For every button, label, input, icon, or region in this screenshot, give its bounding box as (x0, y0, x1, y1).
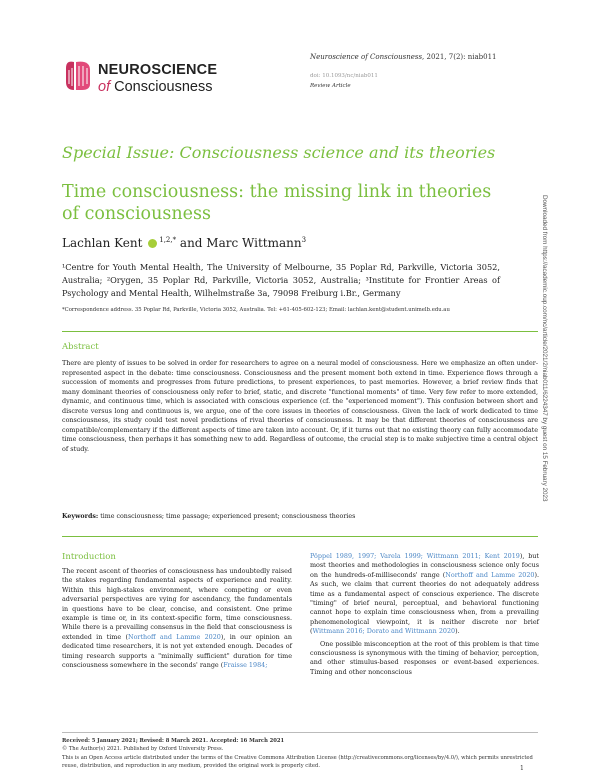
citation-link[interactable]: Wittmann 2016; Dorato and Wittmann 2020 (312, 627, 456, 636)
received-dates: Received: 5 January 2021; Revised: 8 March 2021. Accepted: 16 March 2021 (62, 738, 285, 744)
logo-of: of (98, 79, 111, 95)
journal-name: Neuroscience of Consciousness (310, 53, 423, 61)
author-1-affil: 1,2,* (159, 236, 177, 244)
license: This is an Open Access article distributed under the terms of the Creative Commons Attribution License (http://creativecommons.org/licenses/by/4.0/), which permits unrestricted reuse, distribution, and reproduction in any medium, provided the original work is properly cited. (62, 754, 533, 770)
footer (62, 737, 538, 771)
affiliations: ¹Centre for Youth Mental Health, The University of Melbourne, 35 Poplar Rd, Parkville, Victoria 3052, Australia; ²Orygen, 35 Poplar Rd, Parkville, Victoria 3052, Australia; ³Institute for Frontier Areas of Psychology and Mental Health, Wilhelmstraße 3a, 79098 Freiburg i.Br., Germany (62, 262, 500, 298)
special-issue-heading: Special Issue: Consciousness science and its theories (62, 143, 496, 162)
journal-ref: , 2021, 7(2): niab011 (422, 53, 497, 61)
body-column-left (62, 567, 292, 670)
author-1[interactable]: Lachlan Kent (62, 236, 143, 250)
keywords-text: time consciousness; time passage; experienced present; consciousness theories (98, 513, 356, 520)
doi-link[interactable]: doi: 10.1093/nc/niab011 (310, 73, 378, 79)
paragraph (310, 552, 539, 637)
copyright: © The Author(s) 2021. Published by Oxford University Press. (62, 746, 224, 753)
article-title: Time consciousness: the missing link in theories of consciousness (62, 182, 492, 224)
paragraph (62, 567, 292, 670)
orcid-icon[interactable] (148, 239, 157, 248)
journal-citation (310, 53, 496, 61)
keywords (62, 513, 538, 520)
divider (62, 331, 538, 332)
article-type: Review Article (310, 83, 351, 89)
journal-logo-icon (62, 58, 94, 92)
page-number: 1 (520, 765, 524, 772)
logo-consciousness: Consciousness (114, 79, 213, 95)
introduction-heading: Introduction (62, 552, 116, 562)
abstract-text: There are plenty of issues to be solved in order for researchers to agree on a neural model of consciousness. Here we emphasize an often under-represented aspect in the debate: time consciousness. Consciousness and the present moment both extend in time. Experience flows through a succession of moments and progresses from future predictions, to present experiences, to past memories. However, a brief review finds that many dominant theories of consciousness only refer to brief, static, and discrete "functional moments" of time. Very few refer to more extended, dynamic, and continuous time, which is associated with conscious experience (cf. the "experienced moment"). This confusion between short and discrete versus long and continuous is, we argue, one of the core issues in theories of consciousness. Given the lack of work dedicated to time consciousness, its study could test novel predictions of rival theories of consciousness. It may be that different theories of consciousness are compatible/complementary if the different aspects of time are taken into account. Or, if it turns out that no existing theory can fully accommodate time consciousness, then perhaps it has something new to add. Regardless of outcome, the crucial step is to make subjective time a central object of study. (62, 359, 538, 453)
body-text: ), in our opinion an dedicated time researchers, it is not yet extended enough. Decades of timing research supports a "minimally sufficient" duration for time consciousness somewhere in the seconds' range ( (62, 632, 292, 670)
paragraph: One possible misconception at the root of this problem is that time consciousness is synonymous with the timing of behavior, perception, and other stimulus-based responses or event-based experiences. Timing and other nonconscious (310, 639, 539, 676)
citation-link[interactable]: Pöppel 1989, 1997; Varela 1999; Wittmann 2011; Kent 2019 (310, 552, 520, 560)
correspondence: *Correspondence address. 35 Poplar Rd, Parkville, Victoria 3052, Australia. Tel: +61-405-602-123; Email: lachlan.kent@student.unimelb.edu.au (62, 307, 450, 313)
body-column-right (310, 552, 539, 677)
citation-link[interactable]: Northoff and Lamme 2020 (127, 632, 221, 641)
keywords-label: Keywords: (62, 513, 99, 520)
download-watermark: Downloaded from https://academic.oup.com/nc/article/2021/2/niab011/6224347 by guest on 15 February 2023 (541, 195, 548, 502)
body-text: ). (455, 627, 460, 636)
body-text: ). As such, we claim that current theories do not adequately address time as a fundamental aspect of conscious experience. The discrete "timing" of brief neural, perceptual, and behavioral functioning cannot hope to explain time consciousness when, from a prevailing phenomenological viewpoint, it is neither discrete nor brief ( (310, 570, 539, 636)
logo-title-line1: NEUROSCIENCE (98, 62, 218, 78)
abstract-heading: Abstract (62, 342, 99, 352)
citation-link[interactable]: Northoff and Lamme 2020 (445, 570, 535, 579)
footer-divider (62, 732, 538, 733)
citation-link[interactable]: Fraisse 1984; (223, 661, 268, 670)
body-text: ), but most theories and methodologies in consciousness science only focus on the hundreds-of-milliseconds' range ( (310, 552, 539, 579)
divider (62, 536, 538, 537)
author-2-affil: 3 (301, 236, 307, 244)
author-2[interactable]: and Marc Wittmann (176, 236, 302, 250)
logo-title-line2 (98, 79, 212, 95)
body-text: The recent ascent of theories of consciousness has undoubtedly raised the stakes regarding fundamental aspects of experience and reality. Within this high-stakes environment, where competing or even adversarial perspectives are vying for ascendancy, the fundamentals in questions have to be clear, concise, and consistent. One prime example is time or, in its context-specific form, time consciousness. While there is a prevailing consensus in the field that consciousness is extended in time ( (62, 567, 292, 641)
author-list (62, 236, 306, 250)
